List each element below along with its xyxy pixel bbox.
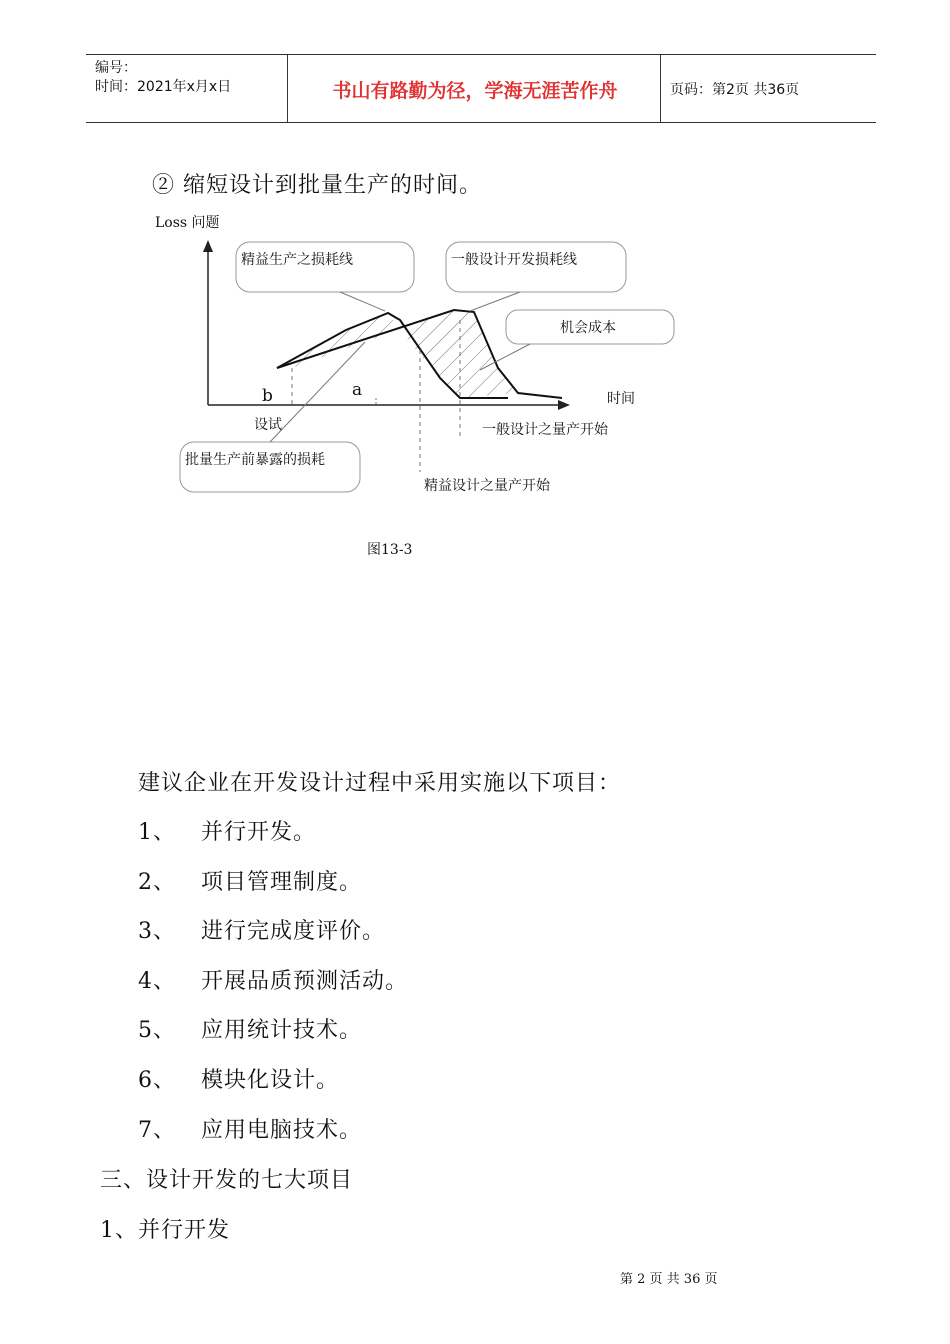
callout-opportunity-text: 机会成本 [560, 320, 616, 336]
hatch-pre-mass-loss [277, 313, 400, 368]
label-a: a [352, 380, 363, 400]
list-item-text: 应用电脑技术。 [201, 1118, 363, 1143]
section-heading: 三、设计开发的七大项目 [100, 1168, 354, 1193]
list-item-text: 模块化设计。 [201, 1068, 340, 1093]
list-item-number: 4、 [138, 969, 176, 994]
list-item-text: 应用统计技术。 [201, 1018, 363, 1043]
header-page-label: 页码：第2页 共36页 [670, 82, 800, 98]
list-item-number: 5、 [138, 1018, 176, 1043]
list-item-number: 7、 [138, 1118, 176, 1143]
list-item-text: 并行开发。 [201, 820, 317, 845]
list-item-number: 6、 [138, 1068, 176, 1093]
list-item-number: 3、 [138, 919, 176, 944]
recommend-intro: 建议企业在开发设计过程中采用实施以下项目： [138, 771, 622, 796]
y-axis-arrow [203, 240, 213, 252]
label-lean-mass: 精益设计之量产开始 [424, 478, 550, 494]
subsection-heading: 1、并行开发 [100, 1218, 230, 1243]
header-motto: 书山有路勤为径，学海无涯苦作舟 [332, 80, 618, 102]
callout-general-loss-pointer [470, 292, 520, 311]
list-item-text: 项目管理制度。 [201, 870, 363, 895]
intro-line: ② 缩短设计到批量生产的时间。 [152, 173, 482, 198]
page-footer: 第 2 页 共 36 页 [620, 1272, 718, 1287]
callout-pre-mass-text: 批量生产前暴露的损耗 [185, 452, 325, 468]
x-axis-arrow [558, 400, 570, 410]
x-axis-label: 时间 [607, 391, 635, 407]
figure-caption: 图13-3 [367, 542, 413, 558]
list-item-text: 开展品质预测活动。 [201, 969, 409, 994]
list-item-number: 2、 [138, 870, 176, 895]
list-item-number: 1、 [138, 820, 176, 845]
y-axis-label: Loss 问题 [155, 215, 220, 231]
label-general-mass: 一般设计之量产开始 [482, 422, 608, 438]
label-trial: 设试 [254, 417, 282, 433]
header-number-label: 编号： [95, 60, 137, 76]
callout-general-loss-text: 一般设计开发损耗线 [451, 252, 577, 268]
header-time-label: 时间：2021年x月x日 [95, 79, 232, 95]
label-b: b [262, 386, 273, 406]
hatch-opportunity-cost [400, 310, 518, 398]
list-item-text: 进行完成度评价。 [201, 919, 386, 944]
callout-lean-loss-pointer [340, 292, 385, 311]
callout-lean-loss-text: 精益生产之损耗线 [241, 252, 353, 268]
